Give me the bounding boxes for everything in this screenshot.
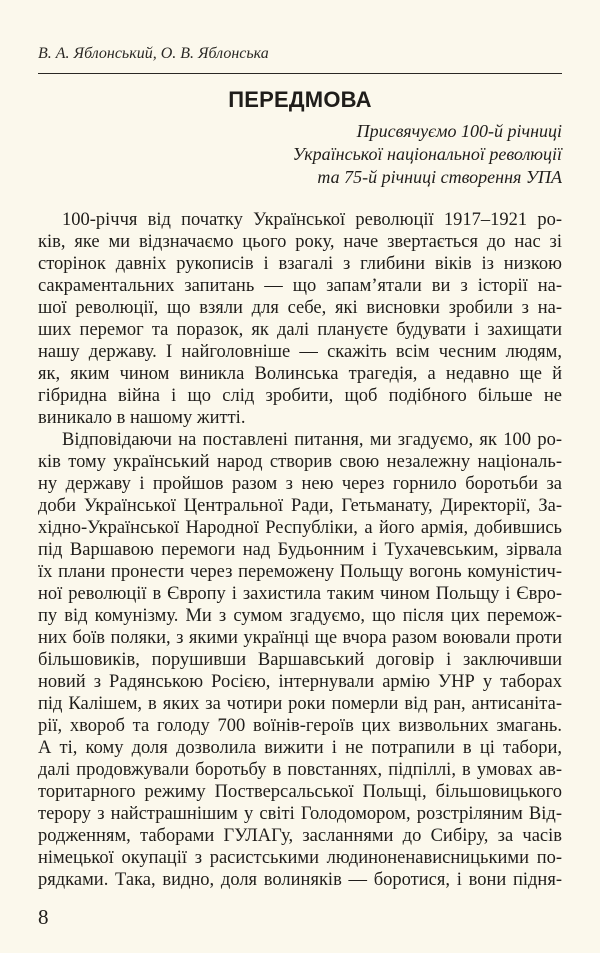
text-line: під Варшавою перемоги над Будьонним і Тухачевським, зірвала bbox=[38, 540, 562, 560]
text-line: виникало в нашому житті. bbox=[38, 408, 246, 428]
header-rule bbox=[38, 73, 562, 74]
epigraph-line: та 75-й річниці створення УПА bbox=[317, 167, 562, 187]
text-line: терору з найстрашнішим у світі Голодомором, розстріляним Від- bbox=[38, 804, 562, 824]
text-line: доби Української Центральної Ради, Гетьманату, Директорії, За- bbox=[38, 496, 562, 516]
page-title: ПЕРЕДМОВА bbox=[228, 87, 372, 112]
text-line: них боїв поляки, з якими українці ще вчора разом воювали проти bbox=[38, 628, 562, 648]
paragraph bbox=[38, 209, 562, 429]
text-line: новий з Радянською Росією, інтернували армію УНР у таборах bbox=[38, 672, 562, 692]
text-line: хідно-Української Народної Республіки, а його армія, добившись bbox=[38, 518, 562, 538]
text-line: 100-річчя від початку Української революції 1917–1921 ро- bbox=[62, 210, 562, 230]
text-line: шої революції, що взяли для себе, які висновки зробили з на- bbox=[38, 298, 562, 318]
epigraph-line: Присвячуємо 100-й річниці bbox=[356, 121, 562, 141]
text-line: ших перемог та поразок, як далі плануєте будувати і захищати bbox=[38, 320, 562, 340]
text-line: А ті, кому доля дозволила вижити і не потрапили в ці табори, bbox=[38, 738, 562, 758]
text-line: сторінок давніх рукописів і взагалі з глибини віків із низкою bbox=[38, 254, 562, 274]
body-text bbox=[38, 209, 562, 891]
paragraph bbox=[38, 429, 562, 891]
text-line: ну державу і пройшов разом з нею через горнило боротьби за bbox=[38, 474, 562, 494]
text-line: пу від комунізму. Ми з сумом згадуємо, що після цих перемож- bbox=[38, 606, 562, 626]
text-line: далі продовжували боротьбу в повстаннях, підпіллі, в умовах ав- bbox=[38, 760, 562, 780]
text-line: ної революції в Європу і захистила таким чином Польщу і Євро- bbox=[38, 584, 562, 604]
text-line: під Калішем, в яких за чотири роки померли від ран, антисаніта- bbox=[38, 694, 562, 714]
text-line: рядками. Така, видно, доля волиняків — боротися, і вони підня- bbox=[38, 870, 562, 890]
text-line: гібридна війна і що слід зробити, щоб подібного більше не bbox=[38, 386, 562, 406]
page-number: 8 bbox=[38, 905, 49, 929]
text-line: ків, яке ми відзначаємо цього року, наче звертається до нас зі bbox=[38, 232, 562, 252]
text-line: їх плани пронести через переможену Польщу вогонь комуністич- bbox=[38, 562, 562, 582]
text-line: торитарного режиму Постверсальської Польщі, більшовицького bbox=[38, 782, 562, 802]
text-line: німецької окупації з расистськими людиноненависницькими по- bbox=[38, 848, 562, 868]
epigraph-line: Української національної революції bbox=[292, 144, 562, 164]
running-header-authors: В. А. Яблонський, О. В. Яблонська bbox=[38, 45, 269, 62]
text-line: Відповідаючи на поставлені питання, ми згадуємо, як 100 ро- bbox=[62, 430, 562, 450]
text-line: нашу державу. І найголовніше — скажіть всім чесним людям, bbox=[38, 342, 562, 362]
text-line: як, яким чином виникла Волинська трагедія, а недавно ще й bbox=[38, 364, 562, 384]
text-line: рії, хвороб та голоду 700 воїнів-героїв цих визвольних змагань. bbox=[38, 716, 562, 736]
text-line: родженням, таборами ГУЛАГу, засланнями до Сибіру, за часів bbox=[38, 826, 562, 846]
text-line: більшовиків, порушивши Варшавський договір і заключивши bbox=[38, 650, 562, 670]
epigraph bbox=[293, 120, 562, 189]
text-line: ків тому український народ створив свою незалежну національ- bbox=[38, 452, 562, 472]
text-line: сакраментальних запитань — що запам’ятали ви з історії на- bbox=[38, 276, 562, 296]
